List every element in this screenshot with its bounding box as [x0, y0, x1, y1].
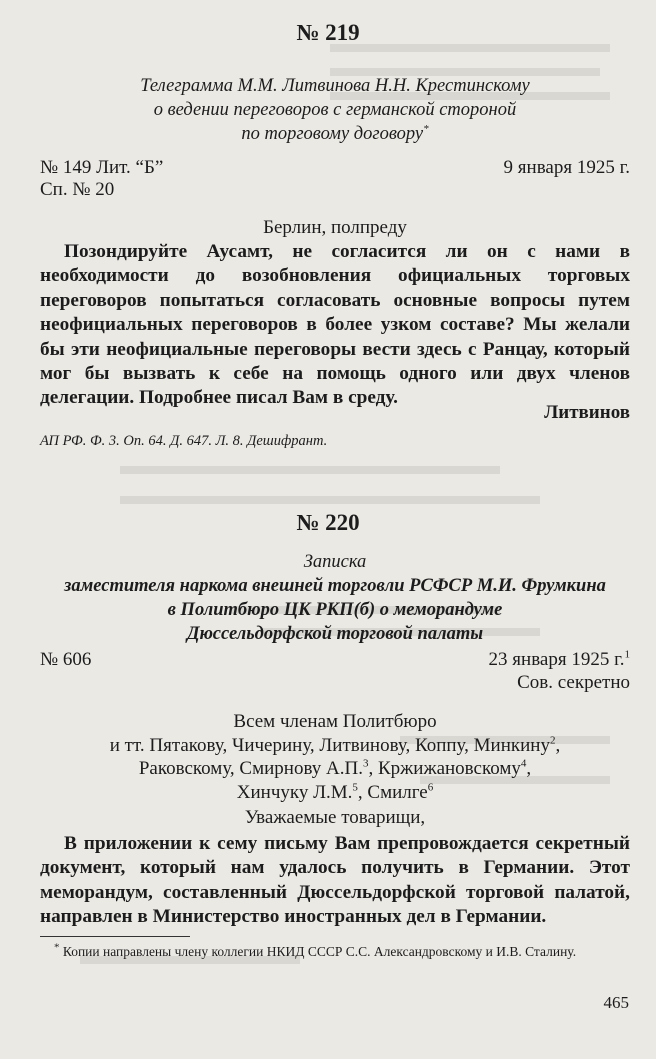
reference-number: № 606	[40, 649, 92, 670]
document-kind: Записка	[303, 552, 367, 572]
addressee-line: Всем членам Политбюро	[233, 711, 437, 732]
footnote: * Копии направлены члену коллегии НКИД СССР С.С. Александровскому и И.В. Сталину.	[54, 941, 577, 959]
title-line: о ведении переговоров с германской стороной	[153, 100, 517, 120]
title-line: Дюссельдорфской торговой палаты	[186, 624, 484, 644]
archive-reference: АП РФ. Ф. 3. Оп. 64. Д. 647. Л. 8. Дешифрант.	[40, 433, 328, 449]
footnote-mark: 1	[624, 648, 630, 661]
addressee-line: и тт. Пятакову, Чичерину, Литвинову, Коппу, Минкину$^2$,	[109, 734, 561, 756]
document-date: 23 января 1925 г.$^1$	[488, 648, 630, 670]
telegram-body: Позондируйте Аусамт, не согласится ли он с нами в необходимости до возобновления официальных торговых переговоров попытаться согласовать основные вопросы путем неофициальных переговоров в более узком составе? Мы желали бы эти неофициальные переговоры вести здесь с Ранцау, который мог бы вызвать к себе на помощь одного или двух членов делегации. Подробнее писал Вам в среду.	[40, 241, 630, 409]
signature: Литвинов	[544, 402, 630, 423]
title-line: заместителя наркома внешней торговли РСФСР М.И. Фрумкина	[64, 576, 606, 596]
page-number: 465	[603, 993, 629, 1012]
title-line: в Политбюро ЦК РКП(б) о меморандуме	[167, 600, 503, 620]
classification-stamp: Сов. секретно	[517, 672, 630, 693]
document-number-220: № 220	[296, 510, 360, 535]
title-line: Телеграмма М.М. Литвинова Н.Н. Крестинскому	[140, 76, 530, 96]
reference-sp-number: Сп. № 20	[40, 179, 115, 200]
addressee-line: Раковскому, Смирнову А.П.$^3$, Кржижановскому$^4$,	[138, 757, 532, 779]
footnote-mark: *	[54, 941, 60, 954]
reference-row-220	[40, 648, 630, 672]
salutation: Уважаемые товарищи,	[244, 807, 426, 828]
memo-body: В приложении к сему письму Вам препровождается секретный документ, который нам удалось получить в Германии. Этот меморандум, составленный Дюссельдорфской торговой палатой, направлен в Министерство иностранных дел в Германии.	[40, 833, 630, 928]
reference-row-219	[40, 156, 630, 180]
title-line: по торговому договору*	[241, 122, 429, 144]
reference-number: № 149 Лит. “Б”	[40, 157, 164, 178]
document-title-220	[40, 574, 630, 646]
addressee-line: Хинчуку Л.М.$^5$, Смилге$^6$	[236, 781, 434, 803]
footnote-mark: *	[423, 122, 429, 135]
document-number-219: № 219	[296, 20, 360, 45]
document-title-219	[40, 74, 630, 146]
document-date: 9 января 1925 г.	[503, 157, 630, 178]
addressee-block	[40, 710, 630, 804]
addressee: Берлин, полпреду	[263, 217, 407, 238]
footnote-divider	[40, 936, 190, 937]
